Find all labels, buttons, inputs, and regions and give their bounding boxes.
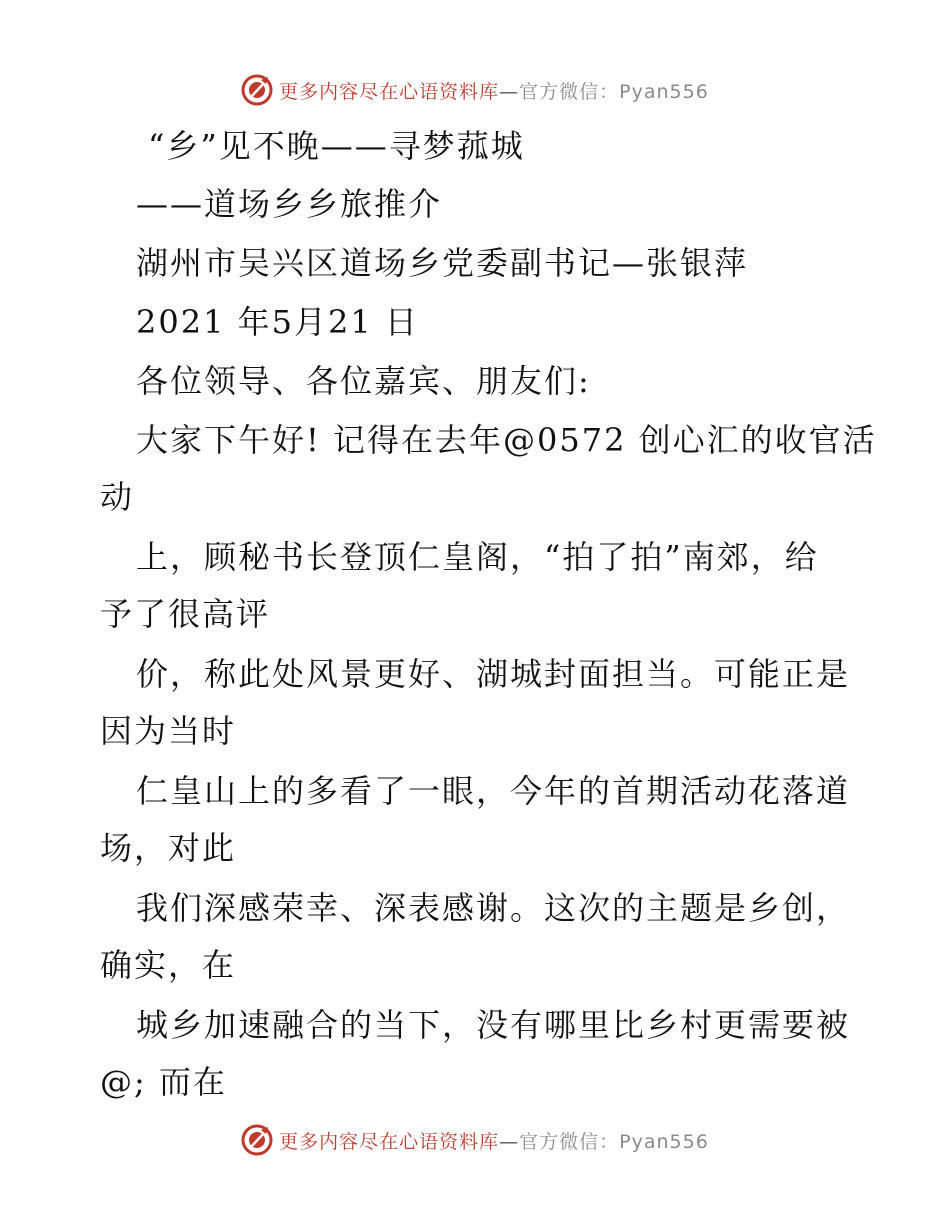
banner-separator: — — [499, 80, 520, 103]
doc-line: 价，称此处风景更好、湖城封面担当。可能正是 — [136, 655, 851, 693]
banner-main: 更多内容尽在心语资料库 — [279, 80, 500, 103]
header-banner — [0, 72, 950, 108]
banner-tail: 官方微信：Pyan556 — [519, 1130, 709, 1153]
doc-author: 湖州市吴兴区道场乡党委副书记—张银萍 — [136, 244, 749, 282]
doc-date: 2021 年5月21 日 — [136, 303, 419, 341]
banner-separator: — — [499, 1130, 520, 1153]
doc-line: 予了很高评 — [100, 595, 271, 633]
banner-text — [279, 1127, 709, 1154]
doc-line: 动 — [100, 478, 135, 516]
doc-line: 上，顾秘书长登顶仁皇阁，“拍了拍”南郊，给 — [136, 538, 819, 576]
doc-title: “乡”见不晚——寻梦菰城 — [148, 127, 525, 165]
doc-line: 仁皇山上的多看了一眼，今年的首期活动花落道 — [136, 772, 851, 810]
doc-line: 确实，在 — [100, 946, 237, 984]
banner-text — [279, 77, 709, 104]
doc-greeting: 各位领导、各位嘉宾、朋友们: — [136, 362, 591, 400]
banner-tail: 官方微信：Pyan556 — [519, 80, 709, 103]
doc-line: 我们深感荣幸、深表感谢。这次的主题是乡创， — [136, 889, 851, 927]
doc-line: 场，对此 — [100, 829, 237, 867]
doc-line: 因为当时 — [100, 712, 237, 750]
doc-line: 城乡加速融合的当下，没有哪里比乡村更需要被 — [136, 1006, 851, 1044]
doc-line: 大家下午好! 记得在去年@0572 创心汇的收官活 — [136, 421, 877, 459]
doc-line: @; 而在 — [100, 1063, 227, 1101]
footer-banner — [0, 1122, 950, 1158]
doc-subtitle: ——道场乡乡旅推介 — [136, 185, 443, 223]
logo-icon — [241, 1124, 273, 1156]
logo-icon — [241, 74, 273, 106]
banner-main: 更多内容尽在心语资料库 — [279, 1130, 500, 1153]
